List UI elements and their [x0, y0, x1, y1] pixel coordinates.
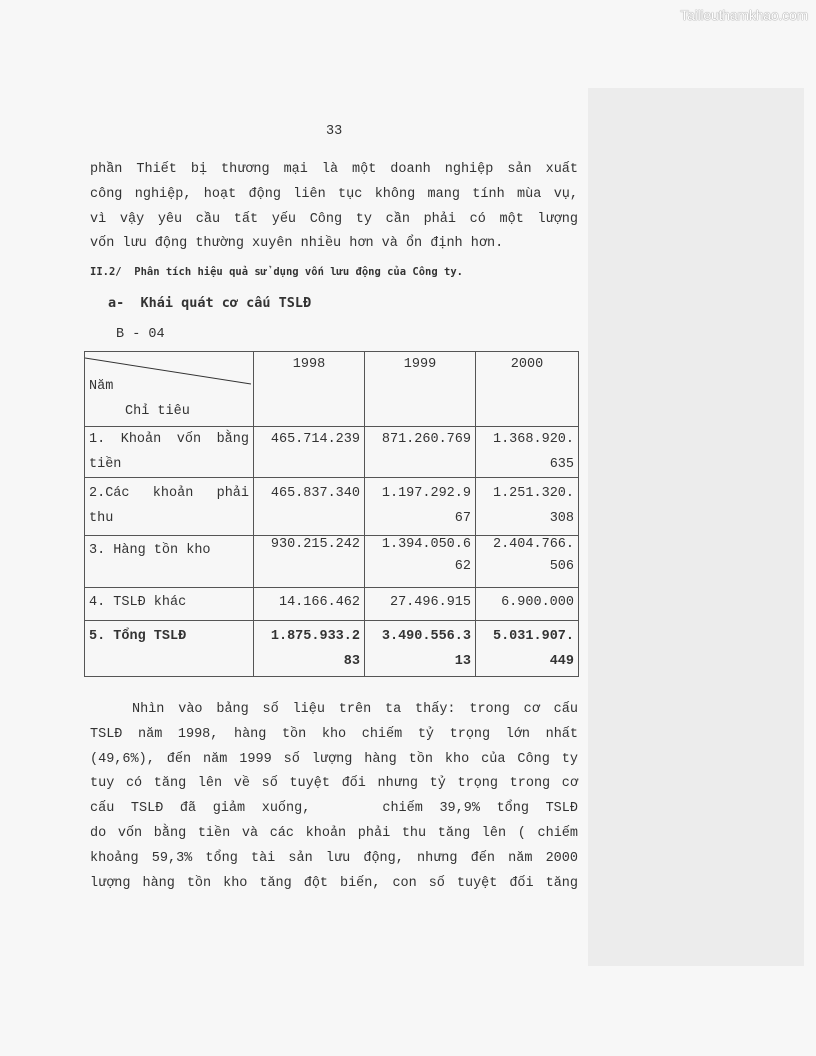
cell-1999: 1.197.292.9 67	[365, 478, 476, 536]
cell-2000: 2.404.766. 506	[476, 536, 579, 588]
text-line: phần Thiết bị thương mại là một doanh nghiệp sản xuất	[90, 162, 578, 177]
text-line: Nhìn vào bảng số liệu trên ta thấy: trong cơ cấu	[132, 702, 578, 717]
table-header-row	[85, 352, 579, 427]
diagonal-header-cell	[85, 352, 254, 427]
table-row	[85, 588, 579, 621]
cell-1999: 1.394.050.6 62	[365, 536, 476, 588]
page-number: 33	[326, 124, 343, 139]
table-row-total	[85, 621, 579, 677]
section-heading: II.2/ Phân tích hiệu quả sử dụng vốn lưu động của Công ty.	[90, 266, 463, 278]
header-year-1998: 1998	[254, 352, 365, 427]
cell-1998: 465.837.340	[254, 478, 365, 536]
text-line: TSLĐ năm 1998, hàng tồn kho chiếm tỷ trọng lớn nhất	[90, 726, 578, 742]
row-label: 1. Khoản vốn bằng tiền	[85, 427, 254, 478]
cell-2000: 5.031.907. 449	[476, 621, 579, 677]
text-line: công nghiệp, hoạt động liên tục không mang tính mùa vụ,	[90, 186, 578, 202]
text-line: vì vậy yêu cầu tất yếu Công ty cần phải có một lượng	[90, 211, 578, 227]
cell-1998: 14.166.462	[254, 588, 365, 621]
text-line: khoảng 59,3% tổng tài sản lưu động, nhưng đến năm 2000	[90, 850, 578, 866]
table-row	[85, 427, 579, 478]
cell-1999: 871.260.769	[365, 427, 476, 478]
text-line: tuy có tăng lên về số tuyệt đối nhưng tỷ trọng trong cơ	[90, 776, 578, 792]
cell-1998: 465.714.239	[254, 427, 365, 478]
side-panel	[588, 88, 804, 966]
table-code: B - 04	[116, 327, 165, 342]
header-nam: Năm	[89, 379, 114, 394]
row-label: 5. Tổng TSLĐ	[85, 621, 254, 677]
cell-1999: 27.496.915	[365, 588, 476, 621]
cell-1998: 1.875.933.2 83	[254, 621, 365, 677]
cell-2000: 1.368.920. 635	[476, 427, 579, 478]
text-line: lượng hàng tồn kho tăng đột biến, con số tuyệt đối tăng	[90, 875, 578, 891]
table-row	[85, 478, 579, 536]
text-line-split: cấu TSLĐ đã giảm xuống, chiếm 39,9% tổng TSLĐ	[90, 801, 578, 817]
paragraph-analysis	[90, 698, 578, 896]
header-year-2000: 2000	[476, 352, 579, 427]
data-table	[84, 351, 579, 677]
row-label: 3. Hàng tồn kho	[85, 536, 254, 588]
text-line: vốn lưu động thường xuyên nhiều hơn và ổn định hơn.	[90, 236, 504, 252]
cell-2000: 6.900.000	[476, 588, 579, 621]
table-row	[85, 536, 579, 588]
cell-2000: 1.251.320. 308	[476, 478, 579, 536]
text-line: do vốn bằng tiền và các khoản phải thu tăng lên ( chiếm	[90, 825, 578, 841]
header-year-1999: 1999	[365, 352, 476, 427]
cell-1998: 930.215.242	[254, 536, 365, 588]
sub-heading: a- Khái quát cơ cấu TSLĐ	[108, 295, 312, 311]
header-chi-tieu: Chỉ tiêu	[125, 404, 190, 419]
row-label: 4. TSLĐ khác	[85, 588, 254, 621]
paragraph-intro	[90, 158, 578, 257]
text-line: (49,6%), đến năm 1999 số lượng hàng tồn kho của Công ty	[90, 751, 578, 767]
row-label: 2.Các khoản phải thu	[85, 478, 254, 536]
watermark: Tailieuthamkhao.com	[680, 7, 808, 23]
cell-1999: 3.490.556.3 13	[365, 621, 476, 677]
